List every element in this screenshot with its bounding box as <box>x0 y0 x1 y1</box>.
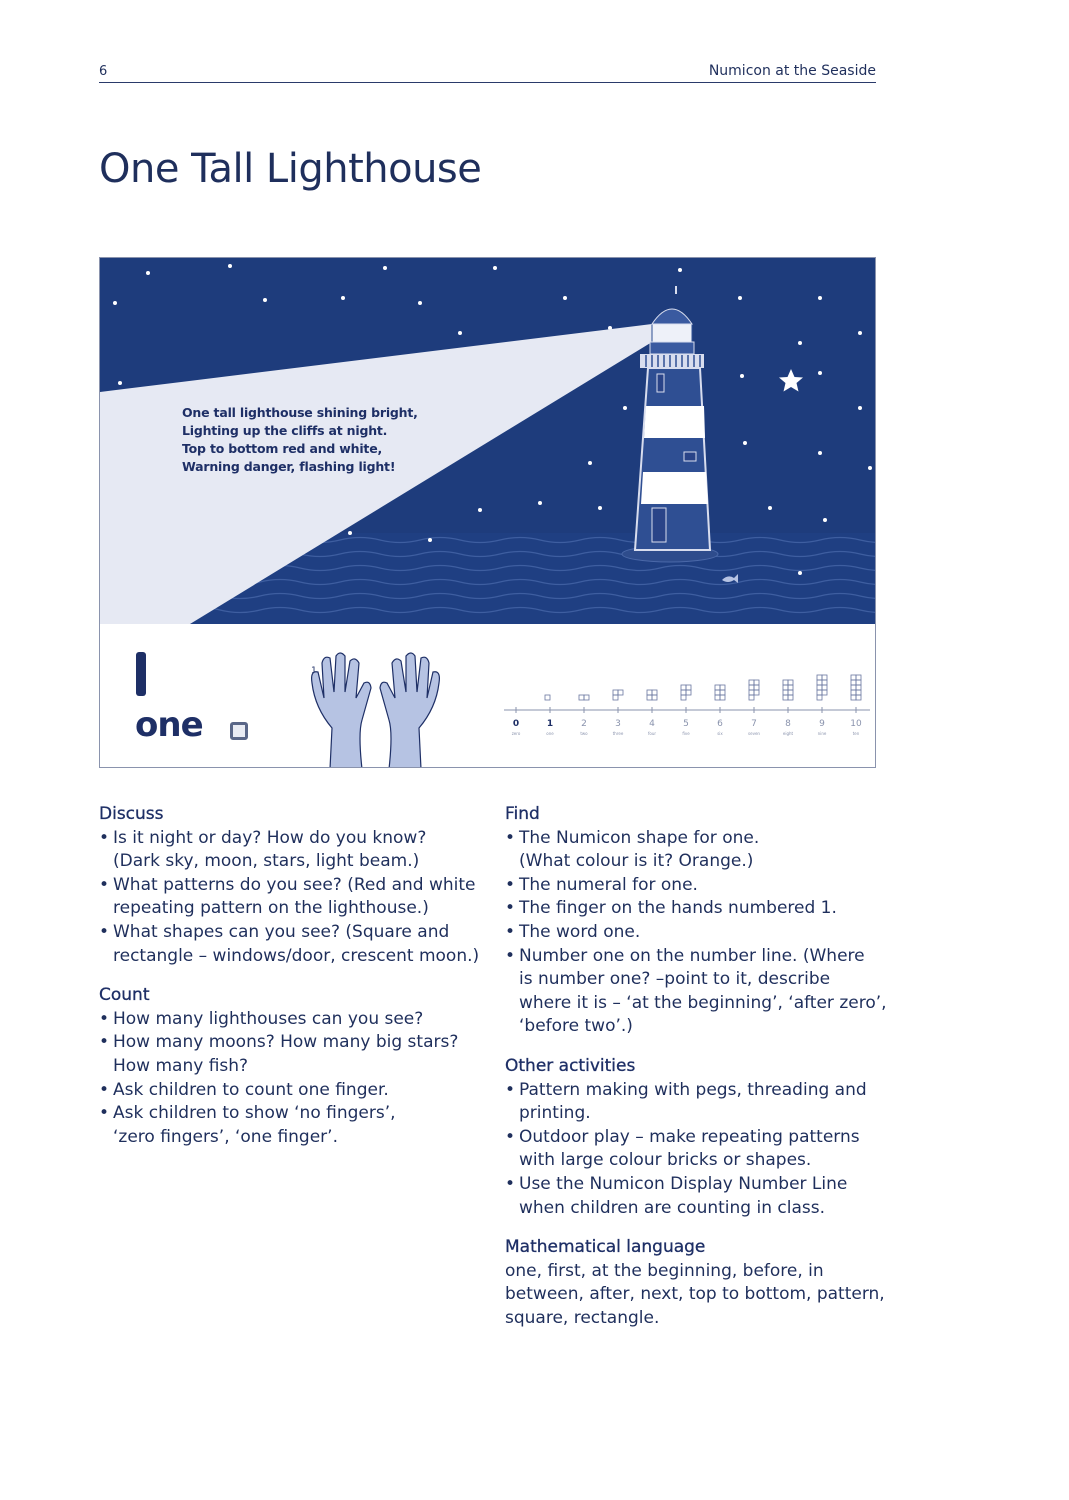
number-line-numeral: 2 <box>581 719 587 729</box>
list-item: • The numeral for one. <box>505 874 875 898</box>
number-line-numeral: 9 <box>819 719 825 729</box>
poem-line: Warning danger, flashing light! <box>182 459 396 474</box>
poem-line: Top to bottom red and white, <box>182 441 383 456</box>
number-line-numeral: 5 <box>683 719 689 729</box>
count-list <box>99 1008 489 1150</box>
list-item: • Is it night or day? How do you know? (Dark sky, moon, stars, light beam.) <box>99 827 489 874</box>
number-line-word: three <box>612 731 624 736</box>
number-line-word: five <box>682 731 690 736</box>
list-item: • The word one. <box>505 921 875 945</box>
hand-finger-number: 1 <box>311 666 317 676</box>
lighthouse-illustration <box>99 257 876 768</box>
number-line-numeral: 7 <box>751 719 757 729</box>
number-line-word: two <box>580 731 588 736</box>
list-item: • Pattern making with pegs, threading and printing. <box>505 1079 875 1126</box>
discuss-heading: Discuss <box>99 804 164 824</box>
discuss-list <box>99 827 489 969</box>
list-item: • Outdoor play – make repeating patterns with large colour bricks or shapes. <box>505 1126 875 1173</box>
number-line-numeral: 0 <box>512 719 520 729</box>
list-item: • Ask children to show ‘no fingers’, ‘zero fingers’, ‘one finger’. <box>99 1102 489 1149</box>
numicon-shape-icon <box>545 695 550 700</box>
number-line-word: ten <box>852 731 860 736</box>
math-language-heading: Mathematical language <box>505 1237 706 1258</box>
list-item: • How many moons? How many big stars? How many fish? <box>99 1031 489 1078</box>
number-line-numeral: 4 <box>649 719 655 729</box>
list-item: • The Numicon shape for one. (What colour is it? Orange.) <box>505 827 875 874</box>
number-line-numeral: 3 <box>615 719 621 729</box>
numicon-shape-icon <box>817 675 827 700</box>
numicon-shape-icon <box>613 690 623 700</box>
list-item: • Number one on the number line. (Where is number one? –point to it, describe where it is – ‘at the beginning’, ‘after zero’, ‘before two’.) <box>505 945 875 1039</box>
find-list <box>505 827 887 1039</box>
number-line-word: eight <box>782 731 794 736</box>
number-line-numeral: 1 <box>546 719 554 729</box>
left-column <box>99 803 489 1149</box>
numicon-shape-icon <box>647 690 657 700</box>
list-item: • How many lighthouses can you see? <box>99 1008 489 1032</box>
number-line <box>100 258 876 768</box>
other-activities-list <box>505 1079 875 1221</box>
list-item: • Use the Numicon Display Number Line when children are counting in class. <box>505 1173 875 1220</box>
number-line-word: seven <box>748 731 760 736</box>
number-word: one <box>135 705 203 745</box>
numicon-shape-icon <box>715 685 725 700</box>
numicon-shape-icon <box>749 680 759 700</box>
number-line-word: one <box>546 731 554 736</box>
number-line-word: nine <box>817 731 827 736</box>
book-title: Numicon at the Seaside <box>708 63 876 79</box>
list-item: • What shapes can you see? (Square and rectangle – windows/door, crescent moon.) <box>99 921 489 968</box>
number-line-numeral: 8 <box>785 719 791 729</box>
number-line-word: four <box>647 731 657 736</box>
running-header <box>99 62 876 83</box>
list-item: • The finger on the hands numbered 1. <box>505 897 875 921</box>
numicon-shape-icon <box>851 675 861 700</box>
count-heading: Count <box>99 985 150 1006</box>
numicon-shape-icon <box>681 685 691 700</box>
numicon-shape-icon <box>783 680 793 700</box>
list-item: • What patterns do you see? (Red and white repeating pattern on the lighthouse.) <box>99 874 489 921</box>
math-language-text: one, first, at the beginning, before, in between, after, next, top to bottom, pattern, square, rectangle. <box>505 1260 885 1328</box>
number-line-numeral: 10 <box>850 719 862 729</box>
right-column <box>505 803 887 1330</box>
other-activities-heading: Other activities <box>505 1055 636 1076</box>
poem-line: Lighting up the cliffs at night. <box>182 423 388 438</box>
number-line-numeral: 6 <box>717 719 723 729</box>
number-line-word: six <box>717 731 723 736</box>
find-heading: Find <box>505 804 540 824</box>
numicon-shape-icon <box>579 695 589 700</box>
page-number: 6 <box>99 64 108 79</box>
number-line-word: zero <box>511 731 521 736</box>
poem-line: One tall lighthouse shining bright, <box>182 405 418 420</box>
page-title: One Tall Lighthouse <box>99 146 482 192</box>
list-item: • Ask children to count one finger. <box>99 1079 489 1103</box>
